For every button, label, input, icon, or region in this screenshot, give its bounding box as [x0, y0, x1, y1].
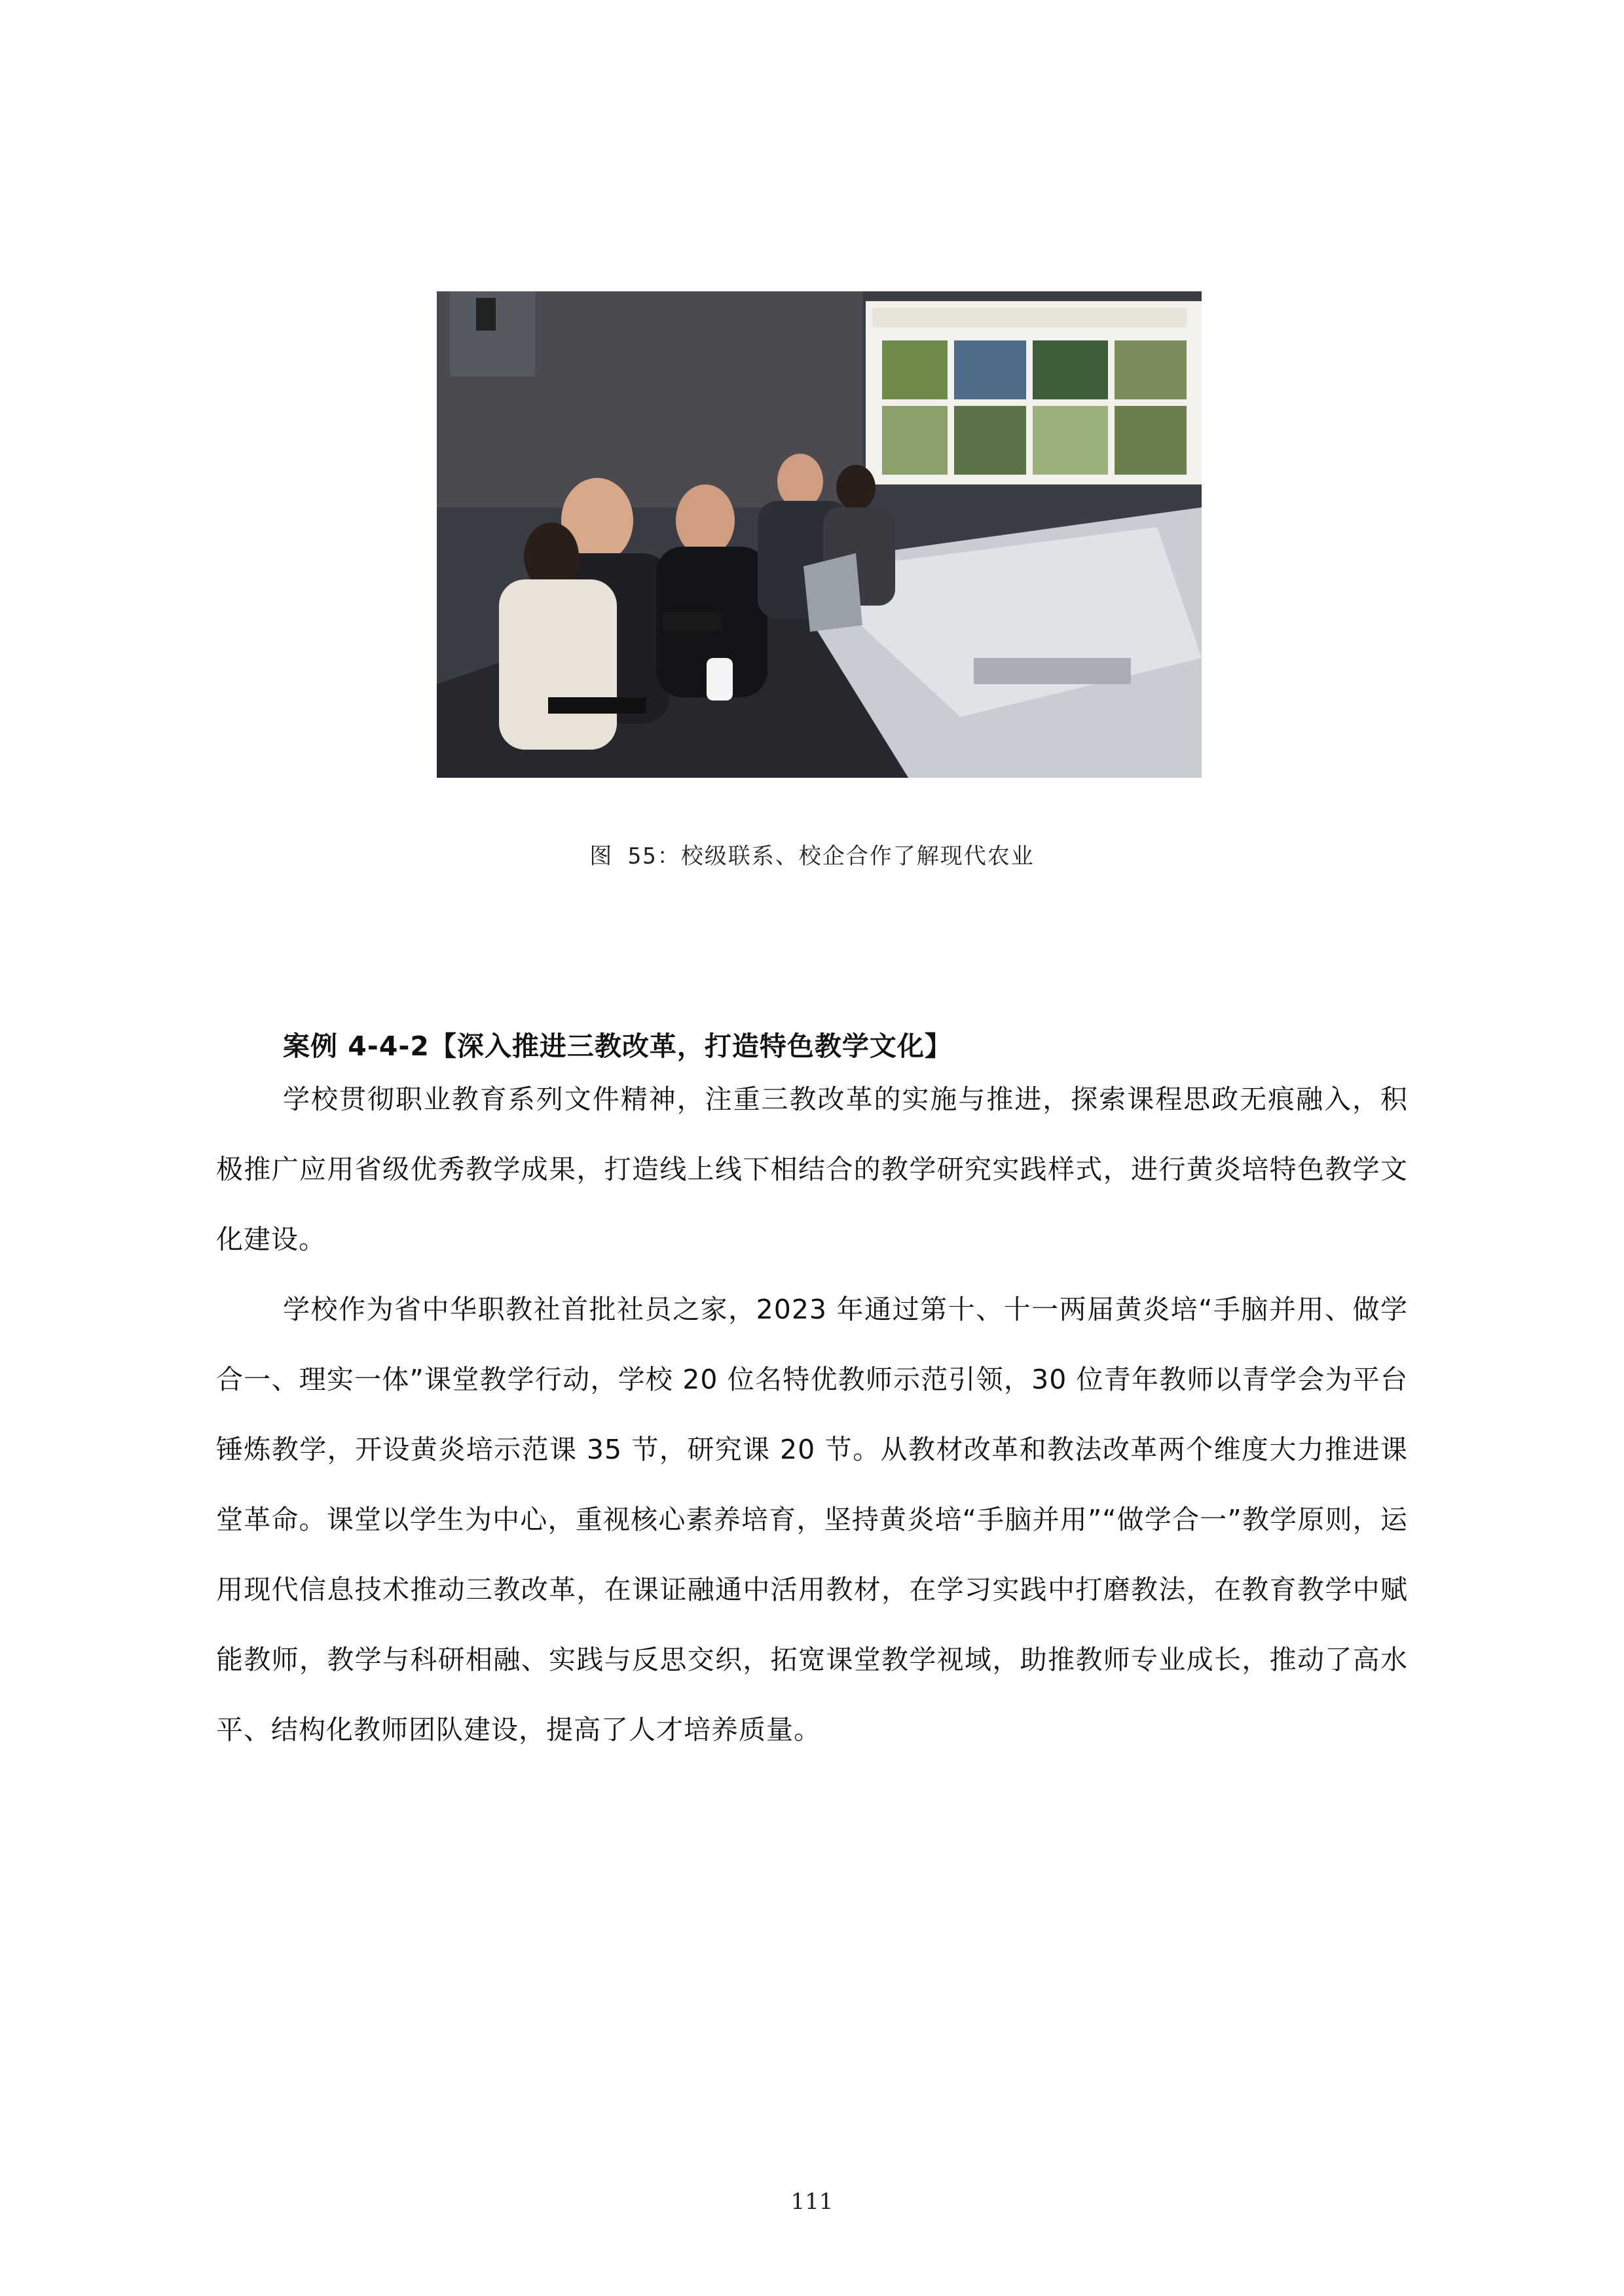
meeting-photo: [437, 291, 1202, 778]
meeting-photo-illustration: [437, 291, 1202, 778]
page-number: 111: [790, 2189, 834, 2215]
case-paragraph-2: 学校作为省中华职教社首批社员之家，2023 年通过第十、十一两届黄炎培“手脑并用、做学合一、理实一体”课堂教学行动，学校 20 位名特优教师示范引领，30 位青年教师以青学会为平台锤炼教学，开设黄炎培示范课 35 节，研究课 20 节。从教材改革和教法改革两个维度大力推进课堂革命。课堂以学生为中心，重视核心素养培育，坚持黄炎培“手脑并用”“做学合一”教学原则，运用现代信息技术推动三教改革，在课证融通中活用教材，在学习实践中打磨教法，在教育教学中赋能教师，教学与科研相融、实践与反思交织，拓宽课堂教学视域，助推教师专业成长，推动了高水平、结构化教师团队建设，提高了人才培养质量。: [216, 1294, 1408, 1745]
case-title: 案例 4-4-2【深入推进三教改革，打造特色教学文化】: [283, 1030, 952, 1062]
case-paragraph-1: 学校贯彻职业教育系列文件精神，注重三教改革的实施与推进，探索课程思政无痕融入，积极推广应用省级优秀教学成果，打造线上线下相结合的教学研究实践样式，进行黄炎培特色教学文化建设。: [216, 1084, 1408, 1255]
figure-caption: 图 55：校级联系、校企合作了解现代农业: [589, 843, 1035, 869]
